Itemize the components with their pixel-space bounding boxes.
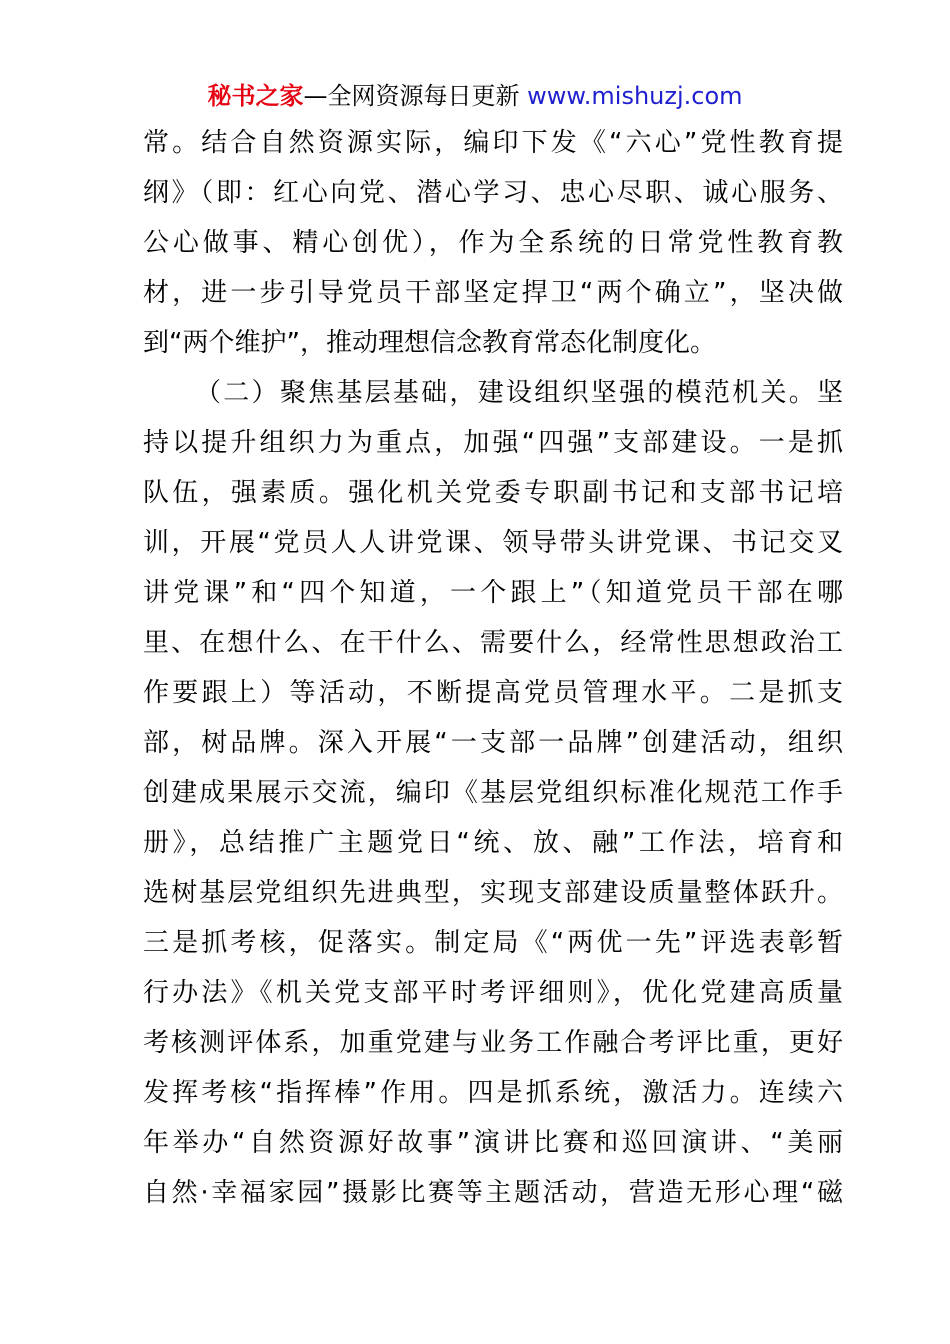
body-line: 行办法》《机关党支部平时考评细则》，优化党建高质量 xyxy=(143,978,843,1008)
body-line: 考核测评体系，加重党建与业务工作融合考评比重，更好 xyxy=(143,1028,843,1058)
header-brand: 秘书之家 xyxy=(207,82,304,110)
header-url-link[interactable]: www.mishuzj.com xyxy=(527,82,743,110)
body-line: 部，树品牌。深入开展“一支部一品牌”创建活动，组织 xyxy=(143,728,843,758)
header-slogan: —全网资源每日更新 xyxy=(303,82,528,110)
body-line: 材，进一步引导党员干部坚定捍卫“两个确立”，坚决做 xyxy=(143,278,843,308)
section-heading-line: （二）聚焦基层基础，建设组织坚强的模范机关。坚 xyxy=(195,378,843,408)
body-line: 创建成果展示交流，编印《基层党组织标准化规范工作手 xyxy=(143,778,843,808)
body-line: 公心做事、精心创优），作为全系统的日常党性教育教 xyxy=(143,228,843,258)
body-line: 选树基层党组织先进典型，实现支部建设质量整体跃升。 xyxy=(143,878,843,908)
body-line: 常。结合自然资源实际，编印下发《“六心”党性教育提 xyxy=(143,128,843,158)
body-line: 作要跟上）等活动，不断提高党员管理水平。二是抓支 xyxy=(143,678,843,708)
body-line: 发挥考核“指挥棒”作用。四是抓系统，激活力。连续六 xyxy=(143,1078,843,1108)
body-line: 队伍，强素质。强化机关党委专职副书记和支部书记培 xyxy=(143,478,843,508)
body-line: 到“两个维护”，推动理想信念教育常态化制度化。 xyxy=(143,328,716,358)
body-line: 册》，总结推广主题党日“统、放、融”工作法，培育和 xyxy=(143,828,843,858)
body-line: 训，开展“党员人人讲党课、领导带头讲党课、书记交叉 xyxy=(143,528,843,558)
body-line: 持以提升组织力为重点，加强“四强”支部建设。一是抓 xyxy=(143,428,843,458)
body-line: 讲党课”和“四个知道，一个跟上”（知道党员干部在哪 xyxy=(143,578,843,608)
body-line: 年举办“自然资源好故事”演讲比赛和巡回演讲、“美丽 xyxy=(143,1128,843,1158)
page-header xyxy=(0,78,950,114)
body-line: 三是抓考核，促落实。制定局《“两优一先”评选表彰暂 xyxy=(143,928,843,958)
body-line: 纲》（即：红心向党、潜心学习、忠心尽职、诚心服务、 xyxy=(143,178,843,208)
body-line: 里、在想什么、在干什么、需要什么，经常性思想政治工 xyxy=(143,628,843,658)
body-line: 自然·幸福家园”摄影比赛等主题活动，营造无形心理“磁 xyxy=(143,1178,843,1208)
